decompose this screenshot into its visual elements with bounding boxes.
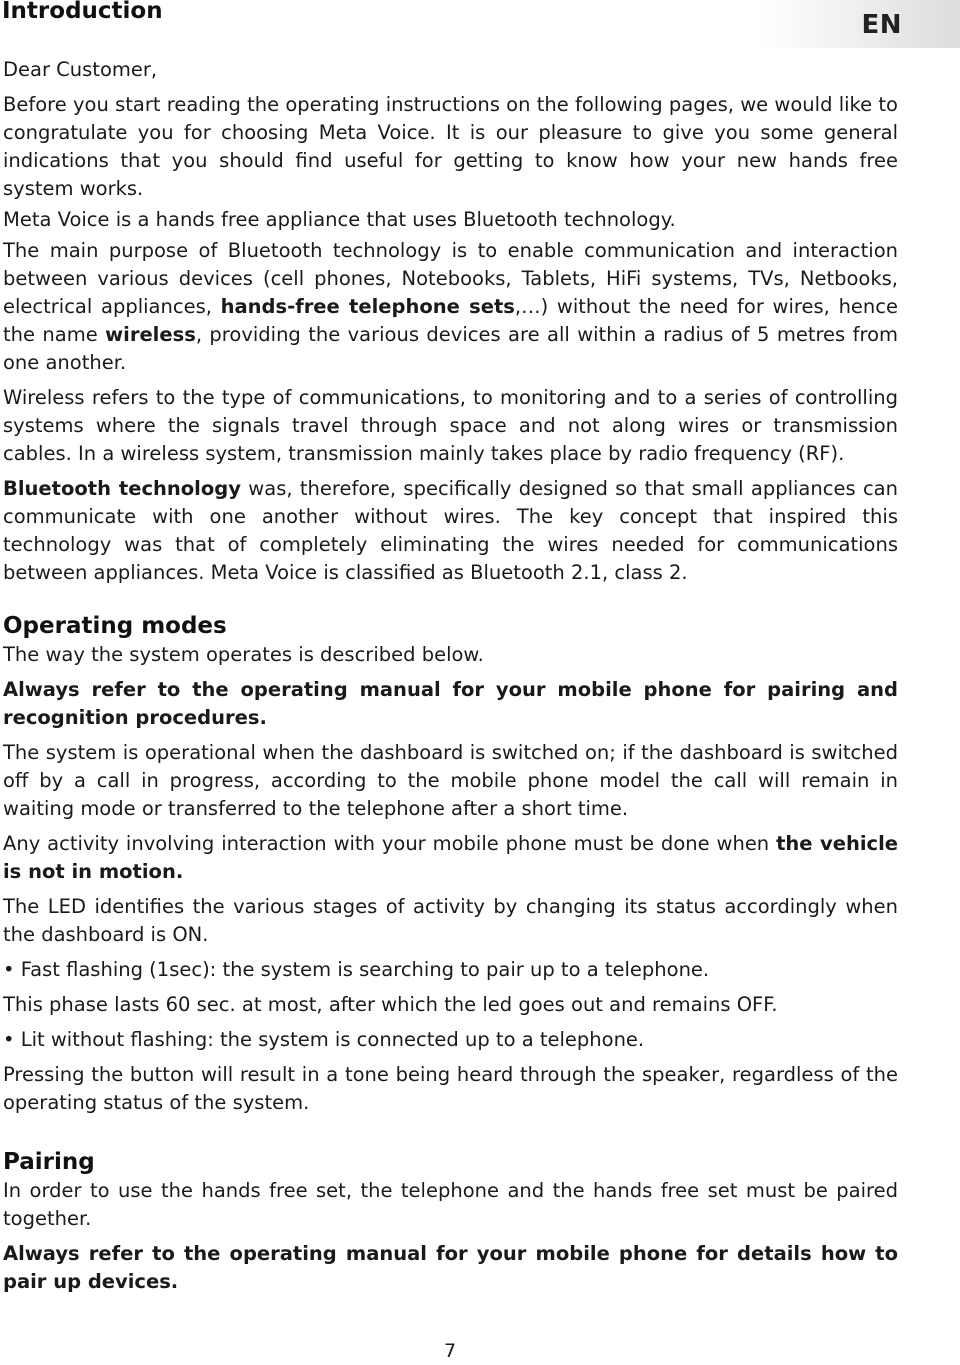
operating-warning: Always refer to the operating manual for your mobile phone for pairing and recognition procedures. (3, 678, 898, 729)
operating-paragraph-4 (3, 830, 898, 886)
operating-paragraph-1: The way the system operates is described below. (3, 643, 484, 666)
section-title-introduction: Introduction (2, 0, 163, 24)
page-number: 7 (443, 1340, 457, 1362)
text-run: ,…) without the need for wires, hence the name (3, 295, 898, 346)
intro-paragraph-3 (3, 237, 898, 377)
intro-paragraph-5 (3, 475, 898, 587)
emphasis-not-in-motion: the vehicle is not in motion. (3, 832, 898, 883)
intro-paragraph-2: Meta Voice is a hands free appliance that uses Bluetooth technology. (3, 208, 676, 231)
emphasis-bluetooth: Bluetooth technology (3, 477, 241, 500)
pairing-paragraph-1: In order to use the hands free set, the telephone and the hands free set must be paired together. (3, 1179, 898, 1230)
text-run: , providing the various devices are all within a radius of 5 metres from one another. (3, 323, 899, 374)
list-item-fast-flashing-detail: This phase lasts 60 sec. at most, after which the led goes out and remains OFF. (3, 993, 778, 1016)
intro-paragraph-1: Before you start reading the operating instructions on the following pages, we would like to congratulate you for choosing Meta Voice. It is our pleasure to give you some general indications that you should find useful for getting to know how your new hands free system works. (3, 93, 898, 200)
operating-paragraph-3: The system is operational when the dashboard is switched on; if the dashboard is switched off by a call in progress, according to the mobile phone model the call will remain in waiting mode or transferred to the telephone after a short time. (3, 741, 898, 820)
text-run: Any activity involving interaction with your mobile phone must be done when (3, 832, 777, 855)
list-item-lit: • Lit without flashing: the system is connected up to a telephone. (3, 1028, 645, 1051)
section-title-operating-modes: Operating modes (3, 613, 227, 639)
text-run: The main purpose of Bluetooth technology is to enable communication and interaction between various devices (cell phones, Notebooks, Tablets, HiFi systems, TVs, Netbooks, electrical appliances, (3, 239, 898, 318)
pairing-warning: Always refer to the operating manual for your mobile phone for details how to pair up devices. (3, 1242, 898, 1293)
document-body (3, 56, 898, 1303)
section-title-pairing: Pairing (3, 1149, 95, 1175)
emphasis-wireless: wireless (105, 323, 196, 346)
language-label: EN (861, 10, 902, 40)
intro-paragraph-4: Wireless refers to the type of communications, to monitoring and to a series of controlling systems where the signals travel through space and not along wires or transmission cables. In a wireless system, transmission mainly takes place by radio frequency (RF). (3, 386, 898, 465)
greeting: Dear Customer, (3, 58, 158, 81)
emphasis-hands-free: hands-free telephone sets (220, 295, 515, 318)
operating-paragraph-5: The LED identifies the various stages of activity by changing its status accordingly when the dashboard is ON. (3, 895, 898, 946)
text-run: was, therefore, specifically designed so that small appliances can communicate with one another without wires. The key concept that inspired this technology was that of completely eliminating the wires needed for communications between appliances. Meta Voice is classified as Bluetooth 2.1, class 2. (3, 477, 898, 584)
operating-paragraph-6: Pressing the button will result in a tone being heard through the speaker, regardless of the operating status of the system. (3, 1063, 898, 1114)
list-item-fast-flashing: • Fast flashing (1sec): the system is searching to pair up to a telephone. (3, 958, 710, 981)
language-tab (760, 0, 960, 48)
